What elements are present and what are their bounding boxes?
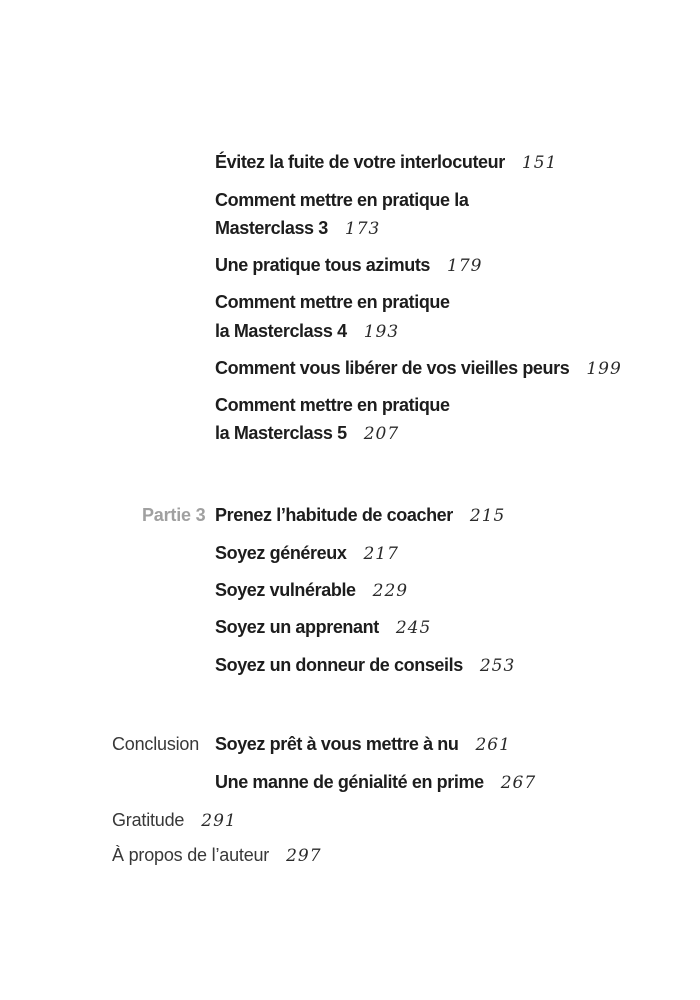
entry-page-number: 215	[469, 506, 506, 526]
entry-page-number: 245	[395, 618, 432, 638]
entry-title: Une pratique tous azimuts	[215, 255, 431, 275]
entry-title: Soyez un apprenant	[215, 617, 379, 637]
entry-page-number: 193	[363, 322, 400, 342]
toc-entry	[215, 255, 482, 276]
entry-page-number: 291	[201, 811, 237, 831]
entry-page-number: 297	[286, 846, 322, 866]
entry-title: Comment mettre en pratique	[215, 395, 450, 415]
entry-title: la Masterclass 5	[215, 423, 347, 443]
toc-entry	[112, 810, 237, 831]
toc-entry	[215, 190, 468, 210]
toc-entry	[215, 395, 450, 415]
toc-entry	[215, 617, 431, 638]
entry-page-number: 253	[479, 656, 516, 676]
entry-title: Comment mettre en pratique la	[215, 190, 469, 210]
entry-page-number: 151	[521, 153, 558, 173]
entry-title: Soyez prêt à vous mettre à nu	[215, 734, 459, 754]
entry-page-number: 173	[344, 219, 381, 239]
toc-entry	[215, 292, 450, 312]
entry-title: Soyez généreux	[215, 543, 347, 563]
entry-page-number: 229	[372, 581, 409, 601]
conclusion-label: Conclusion	[112, 734, 200, 754]
entry-title: Évitez la fuite de votre interlocuteur	[215, 152, 505, 172]
entry-page-number: 207	[363, 424, 400, 444]
entry-page-number: 267	[500, 773, 537, 793]
entry-title: Soyez vulnérable	[215, 580, 356, 600]
toc-conclusion-entry	[112, 734, 511, 755]
toc-part-entry	[142, 505, 505, 526]
toc-entry	[215, 772, 536, 793]
entry-title: À propos de l’auteur	[112, 845, 270, 865]
entry-page-number: 261	[475, 735, 511, 755]
toc-entry	[215, 543, 399, 564]
toc-entry	[112, 845, 322, 866]
entry-title: Comment mettre en pratique	[215, 292, 450, 312]
entry-page-number: 199	[586, 359, 622, 379]
entry-title: Prenez l’habitude de coacher	[215, 505, 453, 525]
entry-title: Comment vous libérer de vos vieilles peurs	[215, 358, 570, 378]
toc-entry	[215, 358, 622, 379]
entry-page-number: 179	[447, 256, 483, 276]
toc-entry	[215, 655, 515, 676]
toc-entry	[215, 580, 408, 601]
entry-page-number: 217	[363, 544, 399, 564]
part-label: Partie 3	[142, 505, 206, 525]
entry-title: la Masterclass 4	[215, 321, 347, 341]
toc-entry	[215, 218, 380, 239]
entry-title: Masterclass 3	[215, 218, 328, 238]
entry-title: Gratitude	[112, 810, 185, 830]
toc-entry	[215, 423, 399, 444]
entry-title: Une manne de génialité en prime	[215, 772, 484, 792]
toc-entry	[215, 152, 557, 173]
toc-entry	[215, 321, 399, 342]
entry-title: Soyez un donneur de conseils	[215, 655, 463, 675]
